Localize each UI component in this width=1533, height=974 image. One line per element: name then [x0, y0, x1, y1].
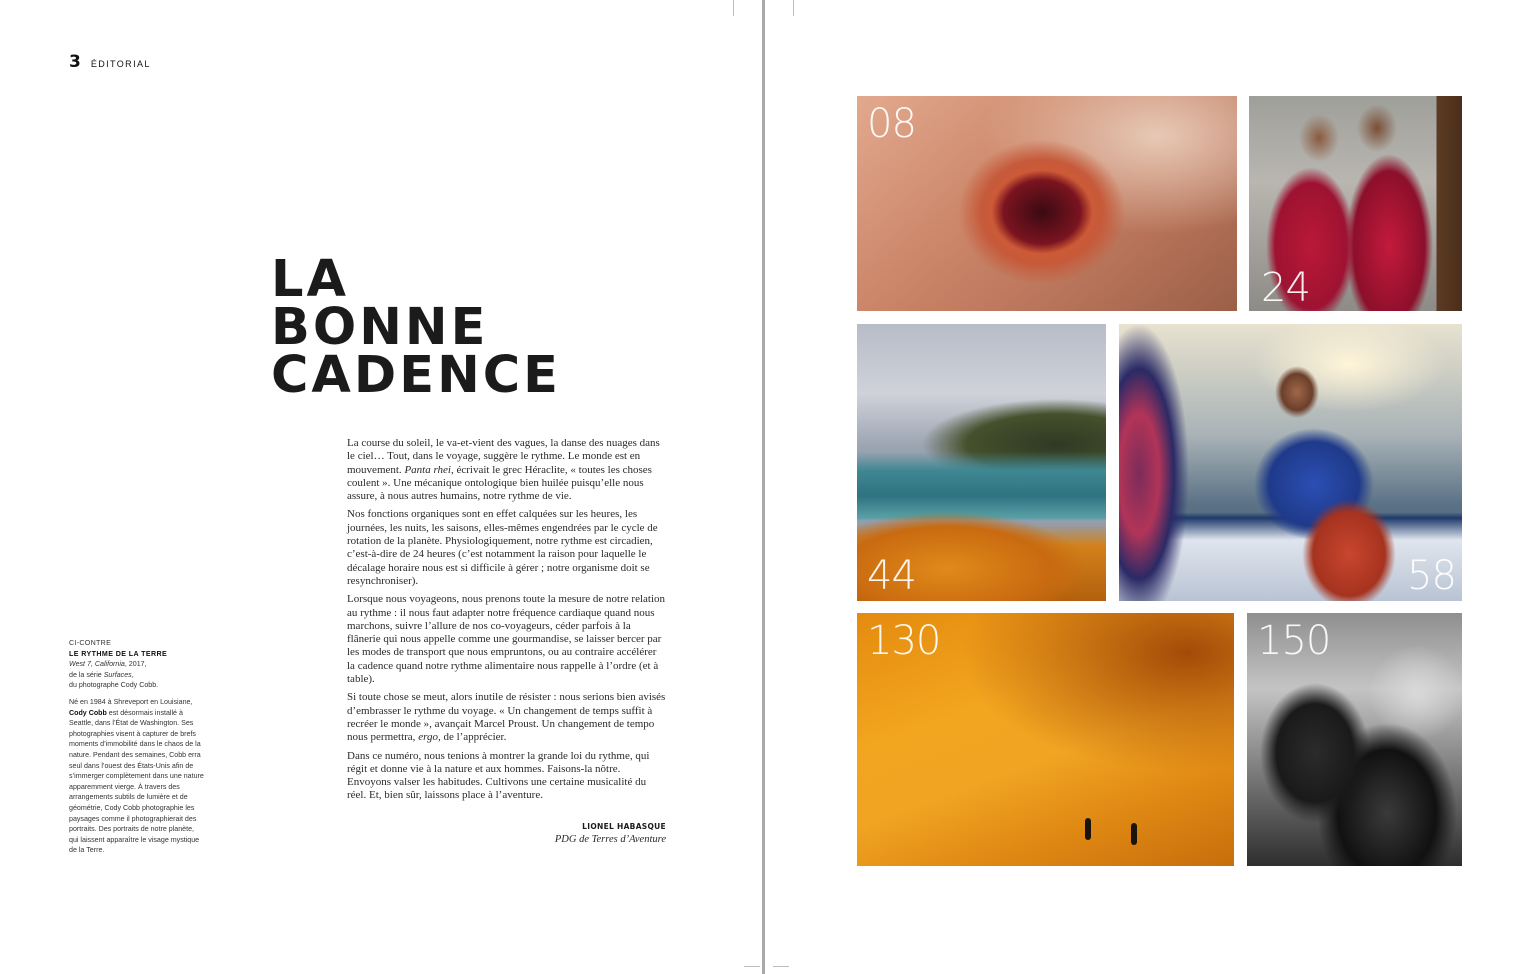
crop-mark — [773, 966, 789, 967]
photo-tile-sailor[interactable] — [1119, 324, 1462, 601]
photo-tile-desert-dunes[interactable] — [857, 613, 1234, 866]
photo-tile-monks[interactable] — [1249, 96, 1462, 311]
text-run: Si toute chose se meut, alors inutile de résister : nous serions bien avisés d’embrasser le rythme du voyage. « Un changement de temps suffit à recréer le monde », avançait Marcel Proust. Un changement de tempo nous permettra, — [347, 691, 666, 744]
page-ref-number: 08 — [867, 101, 916, 147]
crop-mark — [793, 0, 794, 16]
hiker-figure — [1085, 818, 1091, 840]
folio — [69, 52, 151, 72]
body-paragraph — [347, 508, 667, 588]
photo-caption — [69, 638, 204, 856]
photo-tile-lakeshore[interactable] — [857, 324, 1106, 601]
text-run: est désormais installé à Seattle, dans l’État de Washington. Ses photographies visent à capturer de brefs moments d’immobilité dans le chaos de la nature. Pendant des semaines, Cobb erra seul dans l’ouest des États-Unis afin de s’immerger complètement dans une nature apparemment vierge. À travers des arrangements subtils de lumière et de géométrie, Cody Cobb photographie les paysages comme il photographierait des portraits. Des portraits de notre planète, qui laissent apparaître le visage mystique de la Terre. — [69, 708, 204, 855]
caption-photographer: du photographe Cody Cobb. — [69, 681, 159, 690]
caption-series-prefix: de la série — [69, 670, 104, 679]
body-paragraph — [347, 437, 667, 503]
section-label: ÉDITORIAL — [90, 59, 151, 69]
caption-work-title: West 7, California — [69, 660, 125, 669]
spine-fold — [762, 0, 765, 974]
crop-mark — [744, 966, 760, 967]
text-run: La course du soleil, le va-et-vient des vagues, la danse des nuages dans le ciel… Tout, dans le voyage, suggère le rythme. Le monde est en mouvement. — [347, 437, 660, 476]
crop-mark — [733, 0, 734, 16]
page-ref-number: 58 — [1407, 553, 1456, 599]
caption-title: LE RYTHME DE LA TERRE — [69, 649, 168, 658]
page-ref-number: 130 — [867, 618, 941, 664]
bold-text: Cody Cobb — [69, 708, 107, 717]
body-paragraph — [347, 593, 667, 686]
caption-year: , 2017, — [124, 660, 147, 669]
signature — [520, 822, 666, 845]
title-line: CADENCE — [271, 346, 562, 405]
editorial-title — [271, 250, 562, 405]
caption-bio — [69, 697, 204, 856]
title-line: BONNE — [271, 298, 489, 357]
caption-series-suffix: , — [131, 670, 134, 679]
italic-text: Panta rhei — [404, 463, 451, 476]
editorial-body — [347, 437, 667, 808]
caption-series-name: Surfaces — [103, 670, 132, 679]
hiker-figure — [1131, 823, 1137, 845]
photo-tile-red-rock-pool[interactable] — [857, 96, 1237, 311]
caption-label: CI-CONTRE — [69, 639, 112, 647]
caption-work — [69, 659, 204, 670]
text-run: Dans ce numéro, nous tenions à montrer la grande loi du rythme, qui régit et donne vie à la nature et aux hommes. Faisons-la nôtre. Envoyons valser les habitudes. Cultivons une certaine musicalité du réel. Et, bien sûr, laissons place à l’aventure. — [347, 749, 650, 802]
signature-name: LIONEL HABASQUE — [582, 822, 666, 831]
body-paragraph — [347, 691, 667, 744]
text-run: Né en 1984 à Shreveport en Louisiane, — [69, 697, 193, 706]
page-number: 3 — [69, 52, 81, 72]
body-paragraph — [347, 750, 667, 803]
text-run: Lorsque nous voyageons, nous prenons toute la mesure de notre relation au rythme : il nous faut adapter notre fréquence cardiaque quand nous marchons, suivre l’allure de nos co-voyageurs, céder parfois à la flânerie qui nous appelle comme une gourmandise, se laisser bercer par les modes de transport que nous empruntons, ou au contraire accélérer la cadence quand notre rythme alimentaire nous rappelle à l’ordre (et à table). — [347, 593, 666, 686]
page-ref-number: 150 — [1257, 618, 1331, 664]
text-run: , de l’apprécier. — [437, 731, 507, 744]
text-run: , écrivait le grec Héraclite, « toutes les choses coulent ». Une mécanique ontologique bien huilée puisqu’elle nous assure, à nous autres humains, notre rythme de vie. — [347, 463, 652, 503]
caption-series — [69, 670, 204, 681]
photo-tile-singers[interactable] — [1247, 613, 1462, 866]
signature-role: PDG de Terres d’Aventure — [554, 834, 666, 845]
page-ref-number: 24 — [1261, 265, 1310, 311]
title-line: LA — [271, 250, 349, 309]
page-ref-number: 44 — [867, 553, 916, 599]
italic-text: ergo — [418, 731, 438, 744]
text-run: Nos fonctions organiques sont en effet calquées sur les heures, les journées, les nuits, les saisons, elles-mêmes engendrées par le cycle de rotation de la planète. Physiologiquement, notre rythme est circadien, c’est-à-dire de 24 heures (c’est notamment la raison pour laquelle le décalage horaire nous est si difficile à gérer ; notre organisme doit se resynchroniser). — [347, 508, 658, 587]
